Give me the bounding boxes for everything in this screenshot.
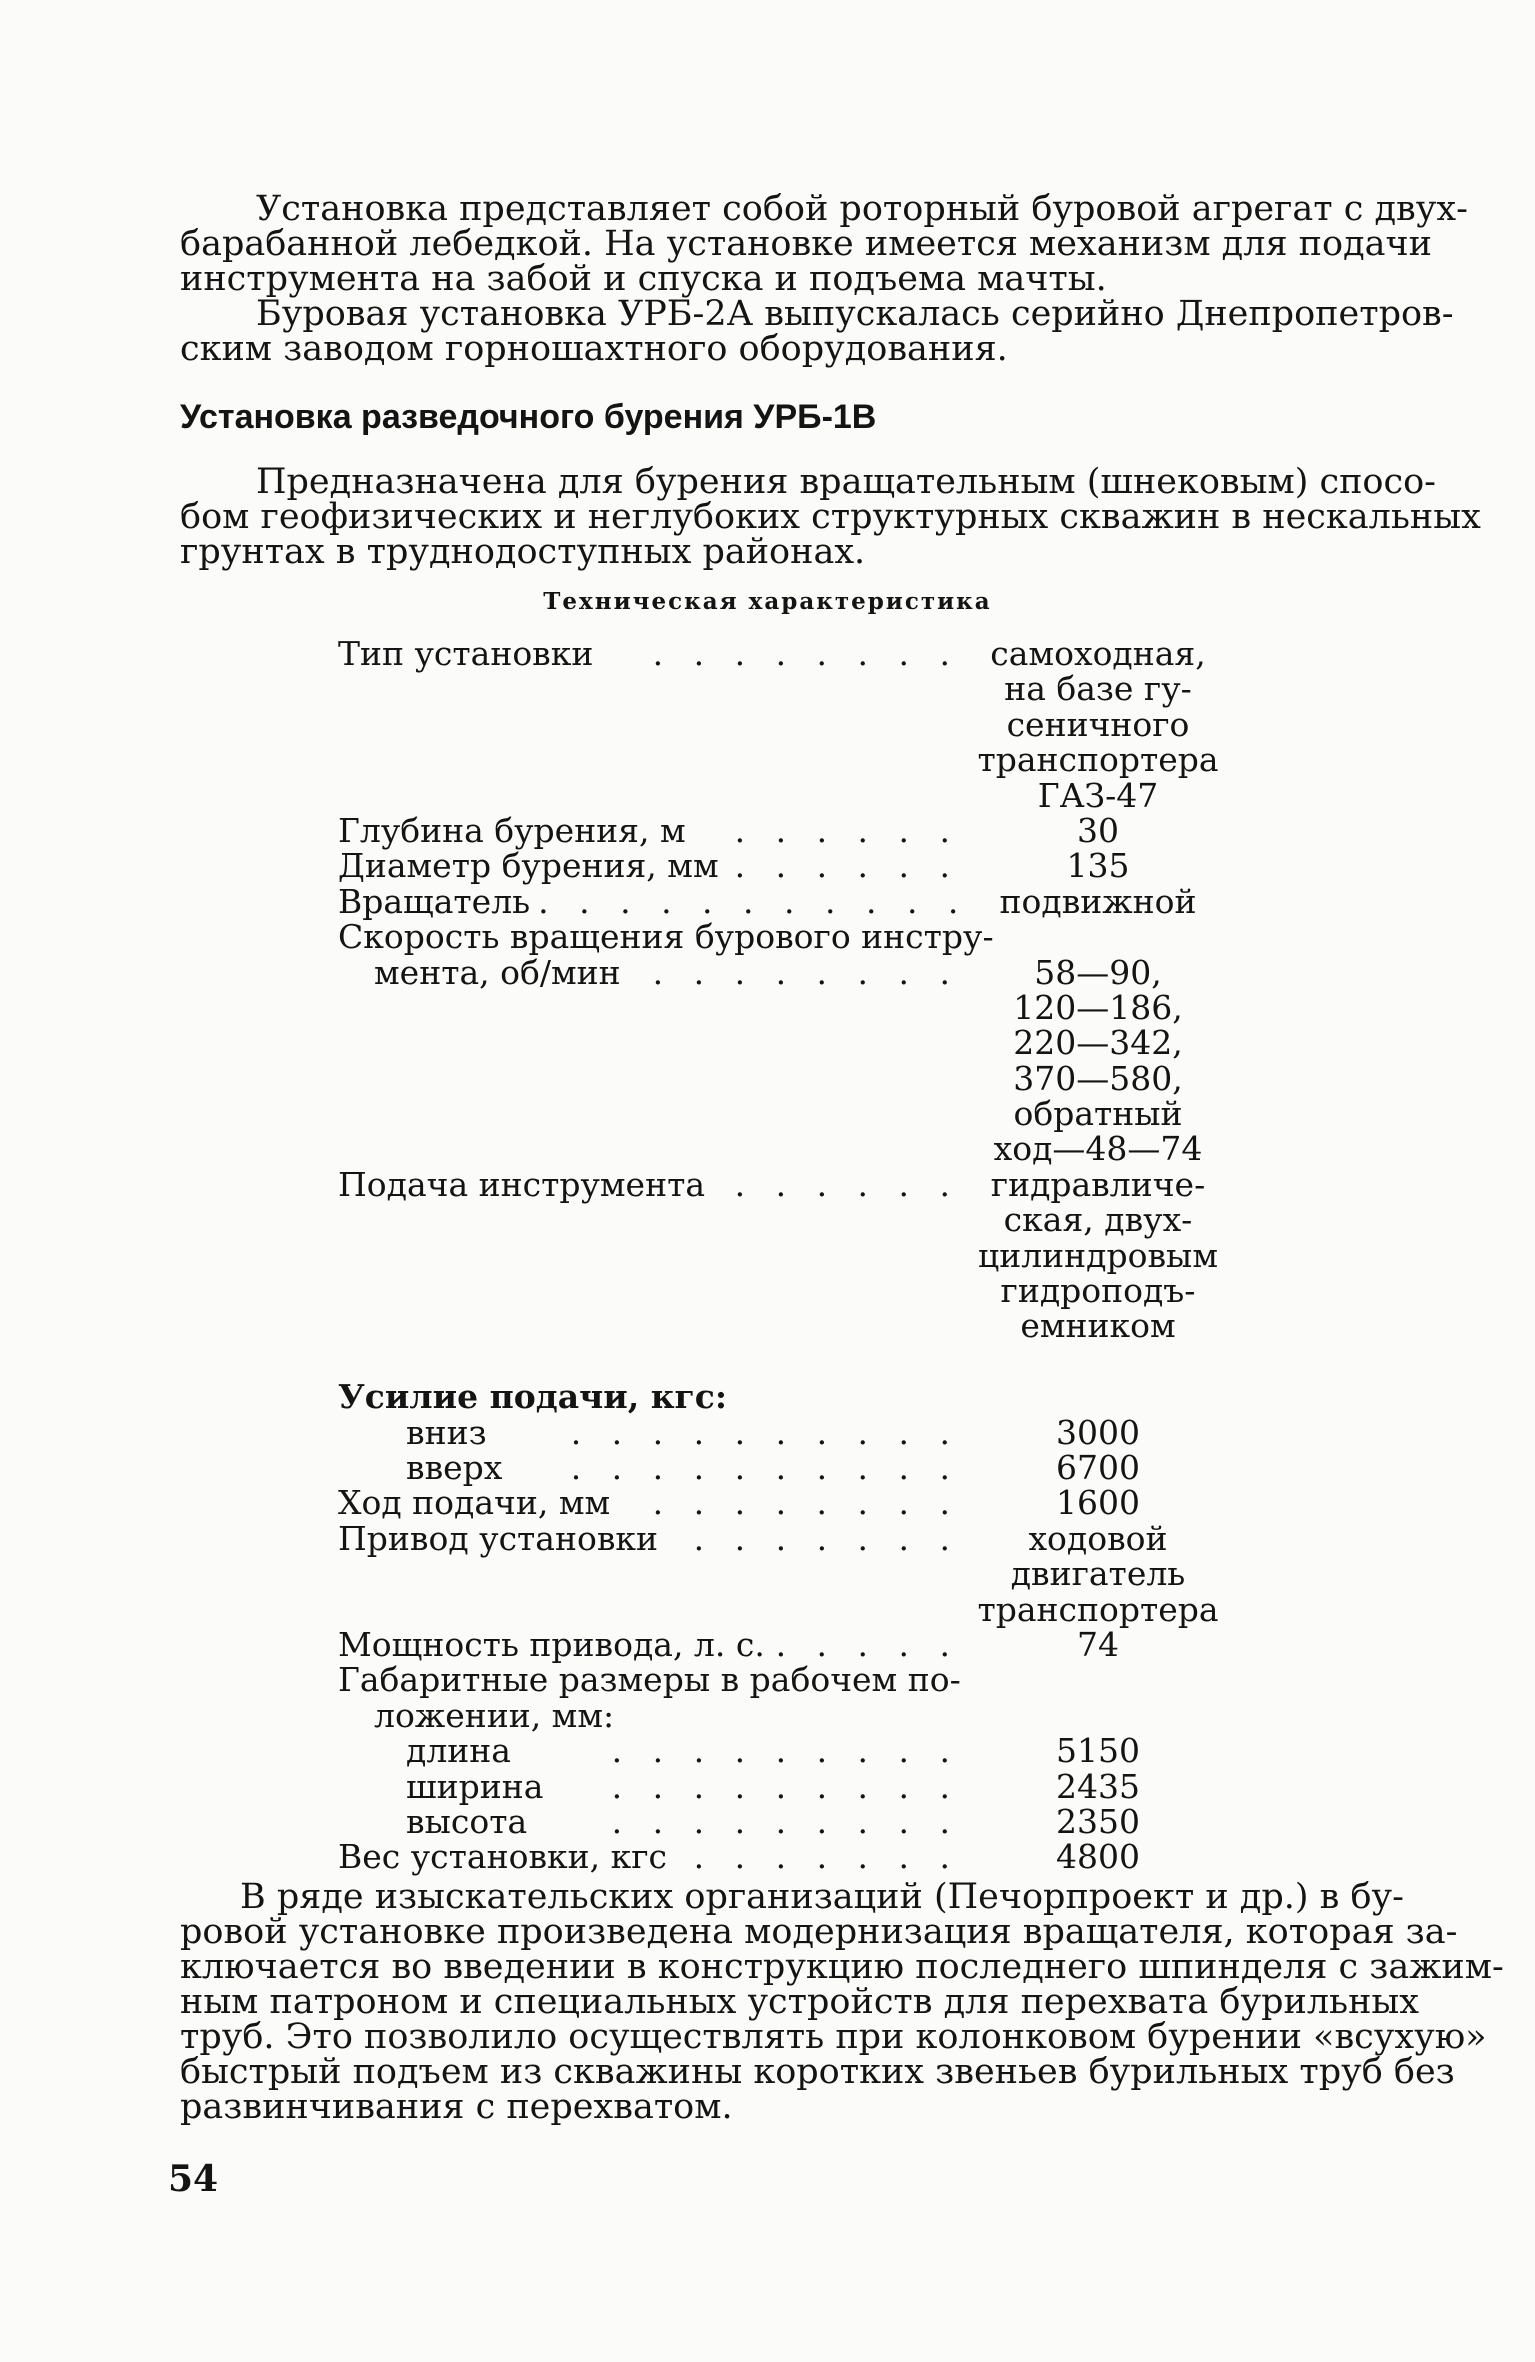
spec-value: 30 [1077,810,1119,850]
spec-value: ГАЗ-47 [1037,775,1159,815]
text-line: В ряде изыскательских организаций (Печорпроект и др.) в бу- [240,1877,1404,1917]
spec-label: Вращатель [338,881,531,921]
text-line: бом геофизических и неглубоких структурных скважин в нескальных [180,497,1481,537]
spec-label: Привод установки [338,1518,659,1558]
spec-value: двигатель [1010,1554,1186,1594]
leader-dots: . . . . . . . . [652,952,960,992]
spec-label: Усилие подачи, кгс: [338,1377,728,1417]
closing-paragraph [180,1877,1504,2127]
spec-row [338,1235,1228,1275]
spec-value: 2435 [1056,1766,1140,1806]
spec-value: транспортера [977,1589,1219,1629]
spec-label: Подача инструмента [338,1164,706,1204]
leader-dots: . . . . . . . . . . [570,1447,960,1487]
spec-row [338,775,1228,815]
spec-row [338,1483,1228,1523]
spec-row [338,1058,1228,1098]
text-line: ским заводом горношахтного оборудования. [180,329,1008,369]
leader-dots: . . . . . . . . . . [570,1412,960,1452]
spec-value: обратный [1013,1094,1183,1134]
text-line: ровой установке произведена модернизация вращателя, которая за- [180,1912,1458,1952]
spec-row [338,1624,1228,1664]
spec-row [338,704,1228,744]
section-heading: Установка разведочного бурения УРБ-1В [180,398,877,436]
leader-dots: . . . . . . [734,1164,960,1204]
spec-value: гидроподъ- [1000,1271,1196,1311]
spec-value: 135 [1066,846,1130,886]
spec-row [338,952,1228,992]
spec-caption: Техническая характеристика [543,588,992,615]
spec-value: ходовой [1028,1518,1168,1558]
spec-label: Скорость вращения бурового инстру- [338,917,994,957]
spec-value: цилиндровым [978,1235,1218,1275]
leader-dots: . . . . . . . . . . . [538,881,969,921]
spec-value: ская, двух- [1003,1200,1193,1240]
spec-row [338,1695,1228,1735]
spec-label: Ход подачи, мм [338,1483,611,1523]
spec-label: ложении, мм: [374,1695,615,1735]
text-line: грунтах в труднодоступных районах. [180,532,866,572]
spec-label: Глубина бурения, м [338,810,686,850]
spec-row [338,1094,1228,1134]
spec-row [338,1412,1228,1452]
spec-row [338,669,1228,709]
spec-value: 370—580, [1013,1058,1183,1098]
intro-paragraph [180,189,1468,369]
leader-dots: . . . . . . [734,810,960,850]
text-line: Установка представляет собой роторный буровой агрегат с двух- [256,189,1468,229]
text-line: барабанной лебедкой. На установке имеется механизм для подачи [180,224,1432,264]
spec-row [338,1164,1228,1204]
spec-row [338,810,1228,850]
spec-row [338,740,1228,780]
spec-value: 220—342, [1013,1023,1183,1063]
spec-row [338,1801,1228,1841]
leader-dots: . . . . . . . . . [611,1731,960,1771]
spec-row [338,636,1228,671]
leader-dots: . . . . . . . . . [611,1766,960,1806]
spec-value: ход—48—74 [993,1129,1203,1169]
spec-label: ширина [406,1766,544,1806]
spec-row [338,1518,1228,1558]
leader-dots: . . . . . . . . [652,1483,960,1523]
spec-value: на базе гу- [1004,669,1192,709]
spec-label: вверх [406,1447,503,1487]
spec-row [338,846,1228,886]
text-line: Буровая установка УРБ-2А выпускалась серийно Днепропетров- [256,294,1454,334]
spec-value: подвижной [999,881,1197,921]
spec-label: мента, об/мин [374,952,621,992]
leader-dots: . . . . . . [734,846,960,886]
spec-value: самоходная, [990,634,1206,673]
spec-label: длина [406,1731,511,1771]
spec-value: емником [1020,1306,1176,1346]
spec-row [338,1660,1228,1700]
leader-dots: . . . . . . . [693,1837,960,1877]
spec-value: 74 [1077,1624,1119,1664]
spec-value: 5150 [1056,1731,1140,1771]
text-line: ключается во введении в конструкцию последнего шпинделя с зажим- [180,1947,1504,1987]
text-line: ным патроном и специальных устройств для перехвата бурильных [180,1982,1420,2022]
spec-label: Мощность привода, л. с. [338,1624,765,1664]
spec-value: транспортера [977,740,1219,780]
spec-row [338,881,1228,921]
purpose-paragraph [180,462,1481,572]
spec-row [338,1377,1228,1417]
spec-label: Тип установки [338,634,594,673]
spec-row [338,1129,1228,1169]
spec-table [338,636,1228,1875]
spec-label: вниз [406,1412,487,1452]
spec-value: 2350 [1056,1801,1140,1841]
spec-value: 58—90, [1034,952,1162,992]
spec-label: Габаритные размеры в рабочем по- [338,1660,961,1700]
spec-value: гидравличе- [990,1164,1206,1204]
spec-label: Вес установки, кгс [338,1837,668,1877]
spec-row [338,1271,1228,1311]
spec-row [338,1023,1228,1063]
spec-value: сеничного [1006,704,1190,744]
spec-value: 6700 [1056,1447,1140,1487]
spec-row [338,1766,1228,1806]
spec-label: высота [406,1801,528,1841]
spec-row [338,1200,1228,1240]
spec-label: Диаметр бурения, мм [338,846,719,886]
spec-row [338,1447,1228,1487]
spec-value: 1600 [1056,1483,1140,1523]
spec-row [338,1344,1228,1379]
leader-dots: . . . . . . . [693,1518,960,1558]
spec-row [338,917,1228,957]
spec-value: 3000 [1056,1412,1140,1452]
spec-value: 4800 [1056,1837,1140,1877]
text-line: быстрый подъем из скважины коротких звеньев бурильных труб без [180,2052,1455,2092]
leader-dots: . . . . . [775,1624,960,1664]
page-number: 54 [168,2158,219,2200]
spec-row [338,1589,1228,1629]
text-line: инструмента на забой и спуска и подъема мачты. [180,259,1107,299]
leader-dots: . . . . . . . . [652,634,960,673]
text-line: развинчивания с перехватом. [180,2087,733,2127]
text-line: труб. Это позволило осуществлять при колонковом бурении «всухую» [180,2017,1487,2057]
spec-row [338,1837,1228,1877]
spec-row [338,1554,1228,1594]
spec-row [338,987,1228,1027]
text-line: Предназначена для бурения вращательным (шнековым) спосо- [256,462,1437,502]
spec-row [338,1306,1228,1346]
spec-value: 120—186, [1013,987,1183,1027]
spec-row [338,1731,1228,1771]
leader-dots: . . . . . . . . . [611,1801,960,1841]
